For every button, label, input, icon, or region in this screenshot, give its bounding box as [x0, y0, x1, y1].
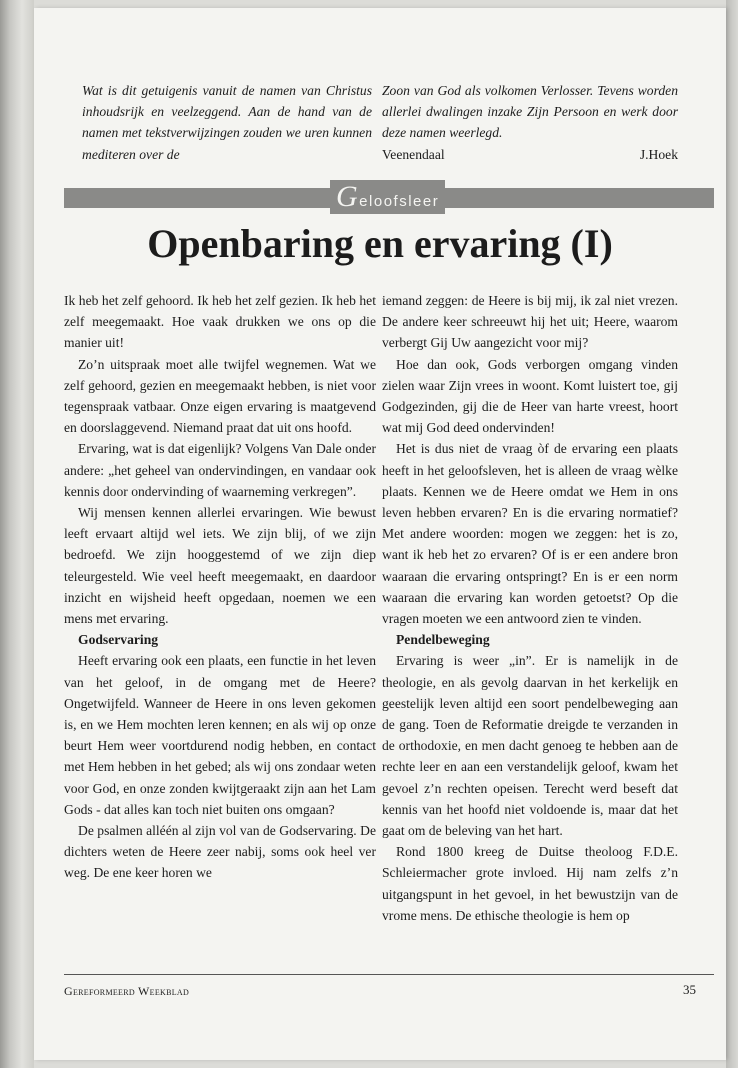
page-number: 35 [683, 982, 696, 997]
paragraph: Rond 1800 kreeg de Duitse theoloog F.D.E. Schleiermacher grote invloed. Hij nam zelfs z’n uitgangspunt in het gevoel, in het bewustzijn van de vrome mens. De ethische theologie is hem op [382, 844, 678, 923]
subheading: Godservaring [78, 632, 159, 648]
signature-place: Veenendaal [382, 146, 445, 162]
section-label [330, 180, 445, 214]
footer-rule [64, 974, 714, 975]
paragraph: Ervaring is weer „in”. Er is namelijk in de theologie, en als gevolg daarvan in het kerkelijk en geestelijk leven altijd een soort pendelbeweging aan de gang. Toen de Reformatie dreigde te verzanden in de orthodoxie, en men dacht genoeg te hebben aan de rechte leer en aan een verstandelijk geloof, kwam het gevoel z’n rechten opeisen. Terecht werd beseft dat kennis van het hoofd niet voldoende is, maar dat het gaat om de beleving van het hart. [382, 653, 678, 839]
intro-left [82, 80, 372, 165]
paragraph: Wij mensen kennen allerlei ervaringen. Wie bewust leeft ervaart altijd wel iets. We zijn blij, of we zijn bedroefd. We zijn hooggestemd of we zijn diep teleurgesteld. Wie veel heeft meegemaakt, en daardoor inzicht en wijsheid heeft opgedaan, noemen we een mens met ervaring. [64, 505, 376, 627]
paragraph: Het is dus niet de vraag òf de ervaring een plaats heeft in het geloofsleven, het is alleen de vraag wèlke plaats. Kennen we de Heere omdat we Hem in ons leven hebben ervaren? En is die ervaring normatief? Met andere woorden: mogen we zeggen: het is zo, want ik heb het zo ervaren? Of is er een andere bron waaraan die ervaring ontspringt? En is er een norm waaraan die ervaring kan worden getoetst? Op die vragen moeten we een antwoord zien te vinden. [382, 441, 678, 627]
signature-author: J.Hoek [639, 146, 678, 162]
left-column [64, 290, 376, 884]
intro-right-text: Zoon van God als volkomen Verlosser. Tevens worden allerlei dwalingen inzake Zijn Persoon en werk door deze namen weerlegd. [382, 83, 678, 141]
page-edge [726, 0, 738, 1068]
paragraph: Zo’n uitspraak moet alle twijfel wegnemen. Wat we zelf gehoord, gezien en meegemaakt hebben, is niet voor tegenspraak vatbaar. Onze eigen ervaring is maatgevend en doorslaggevend. Niemand praat dat uit ons hoofd. [64, 356, 376, 436]
paragraph: Ervaring, wat is dat eigenlijk? Volgens Van Dale onder andere: „het geheel van ondervindingen, en vandaar ook kennis door ondervinding of waarneming verkregen”. [64, 441, 376, 499]
paragraph: De psalmen alléén al zijn vol van de Godservaring. De dichters weten de Heere zeer nabij, soms ook heel ver weg. De ene keer horen we [64, 823, 376, 881]
paragraph: iemand zeggen: de Heere is bij mij, ik zal niet vrezen. De andere keer schreeuwt hij het uit; Heere, waarom verbergt Gij Uw aangezicht voor mij? [382, 293, 678, 351]
paragraph: Heeft ervaring ook een plaats, een functie in het leven van het geloof, in de omgang met de Heere? Ongetwijfeld. Wanneer de Heere in ons leven gekomen is, en we Hem mochten leren kennen; en als wij op onze beurt Hem weer voortdurend nodig hebben, en contact met Hem hebben in het gebed; als wij ons zondaar weten voor God, en onze zonden kwijtgeraakt zijn aan het Lam Gods - dat alles kan toch niet buiten ons omgaan? [64, 653, 376, 817]
page [34, 8, 726, 1060]
intro-left-text: Wat is dit getuigenis vanuit de namen van Christus inhoudsrijk en veelzeggend. Aan de hand van de namen met tekstverwijzingen zouden we uren kunnen mediteren over de [82, 83, 372, 162]
section-label-initial: G [336, 180, 360, 213]
footer-publication: Gereformeerd Weekblad [64, 984, 190, 998]
section-label-rest: eloofsleer [359, 193, 440, 210]
paragraph: Ik heb het zelf gehoord. Ik heb het zelf gezien. Ik heb het zelf meegemaakt. Hoe vaak drukken we ons op die manier uit! [64, 293, 376, 351]
right-column [382, 290, 678, 926]
section-banner [64, 180, 714, 213]
article-title: Openbaring en ervaring (I) [147, 221, 613, 266]
intro-right [382, 80, 678, 165]
paragraph: Hoe dan ook, Gods verborgen omgang vinden zielen waar Zijn vrees in woont. Komt luistert toe, gij Godgezinden, gij die de Heer van harte vreest, hoort wat mij God deed ondervinden! [382, 356, 678, 436]
subheading: Pendelbeweging [396, 632, 490, 648]
signature-line [382, 144, 678, 165]
book-spine [0, 0, 34, 1068]
